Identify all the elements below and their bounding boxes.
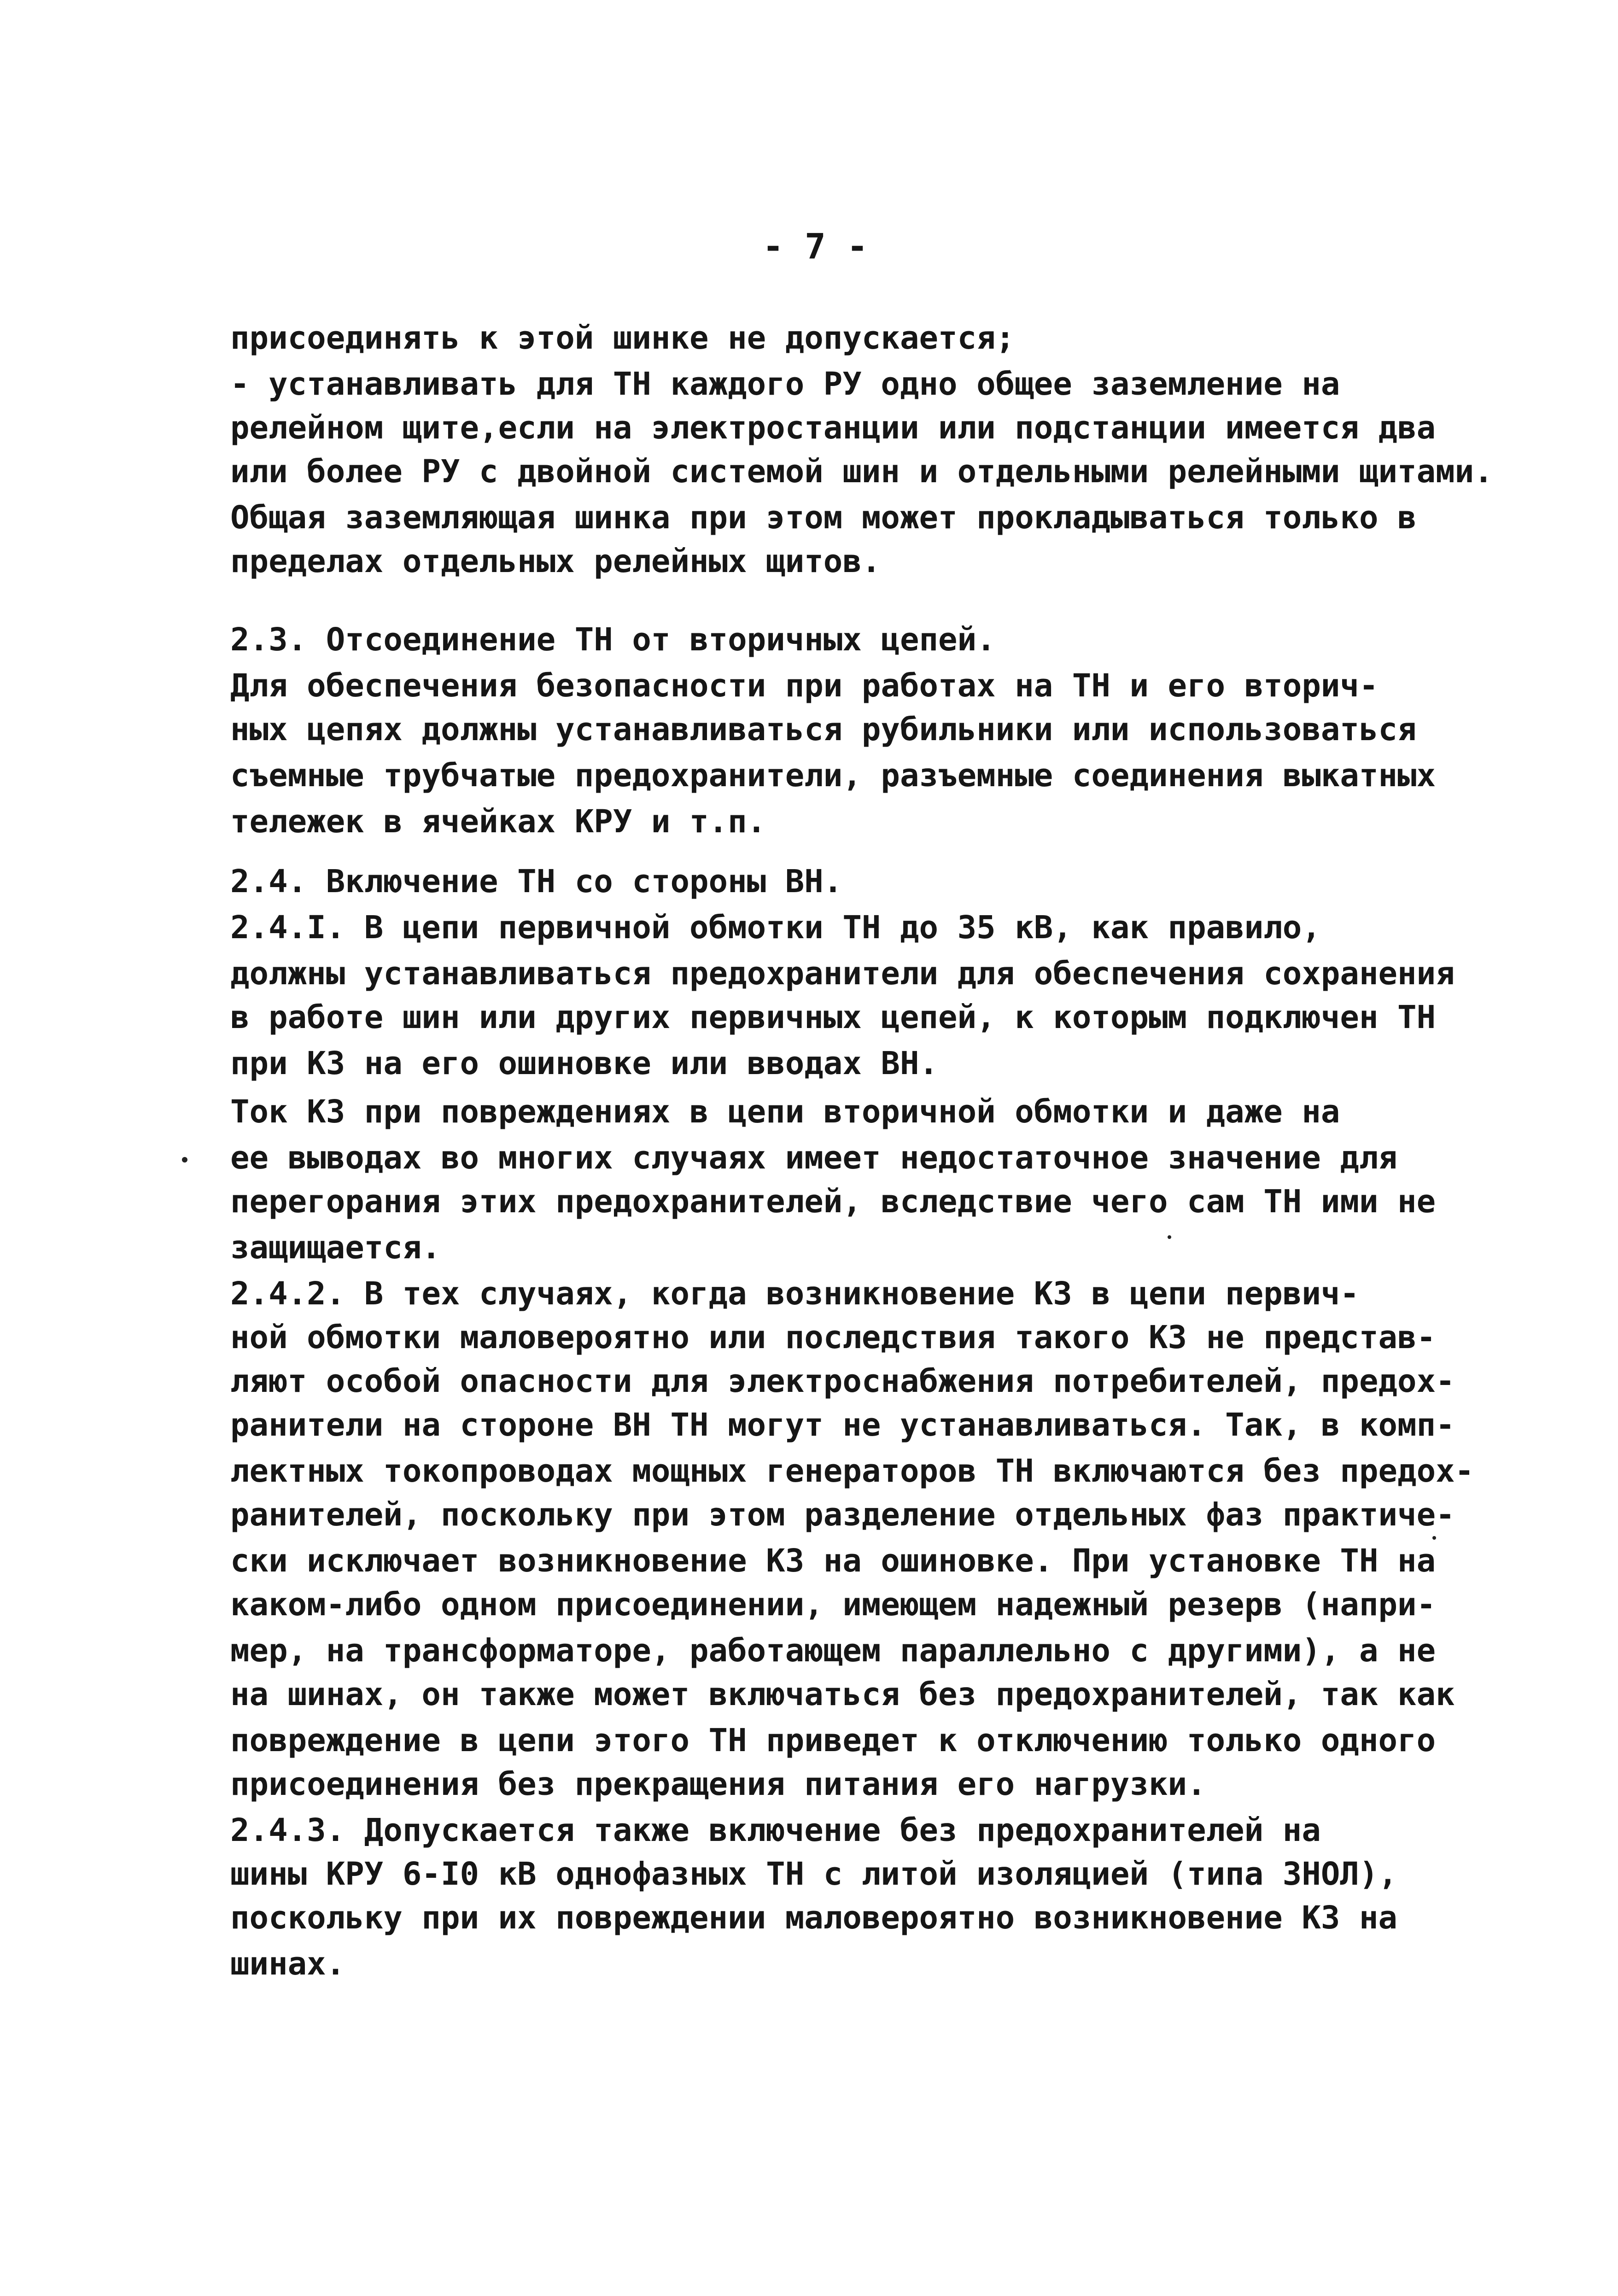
text-line: или более РУ с двойной системой шин и отдельными релейными щитами. — [230, 453, 1493, 490]
text-line: должны устанавливаться предохранители для обеспечения сохранения — [230, 955, 1455, 992]
text-line: каком-либо одном присоединении, имеющем надежный резерв (напри- — [230, 1586, 1436, 1623]
text-line: ляют особой опасности для электроснабжения потребителей, предох- — [230, 1363, 1455, 1400]
text-line: перегорания этих предохранителей, вследствие чего сам ТН ими не — [230, 1183, 1436, 1220]
section-heading: 2.3. Отсоединение ТН от вторичных цепей. — [230, 621, 996, 658]
text-line: пределах отдельных релейных щитов. — [230, 543, 881, 580]
scan-speck — [1432, 1536, 1436, 1540]
text-line: ски исключает возникновение КЗ на ошиновке. При установке ТН на — [230, 1542, 1436, 1579]
section-heading: 2.4. Включение ТН со стороны ВН. — [230, 863, 843, 900]
text-line: лектных токопроводах мощных генераторов ТН включаются без предох- — [230, 1453, 1474, 1490]
text-line: шинах. — [230, 1945, 345, 1982]
scan-speck — [1168, 1235, 1171, 1239]
text-line: ранители на стороне ВН ТН могут не устанавливаться. Так, в комп- — [230, 1407, 1455, 1443]
text-line: присоединения без прекращения питания его нагрузки. — [230, 1766, 1206, 1803]
text-line: ной обмотки маловероятно или последствия такого КЗ не представ- — [230, 1319, 1436, 1356]
text-line: ранителей, поскольку при этом разделение отдельных фаз практиче- — [230, 1496, 1455, 1533]
text-line: релейном щите,если на электростанции или подстанции имеется два — [230, 409, 1436, 446]
text-line: съемные трубчатые предохранители, разъемные соединения выкатных — [230, 757, 1436, 794]
text-line: на шинах, он также может включаться без предохранителей, так как — [230, 1676, 1455, 1713]
text-line: Для обеспечения безопасности при работах на ТН и его вторич- — [230, 667, 1379, 704]
text-line: повреждение в цепи этого ТН приведет к отключению только одного — [230, 1722, 1436, 1759]
text-line: 2.4.2. В тех случаях, когда возникновение КЗ в цепи первич- — [230, 1275, 1359, 1312]
text-line: ее выводах во многих случаях имеет недостаточное значение для — [230, 1139, 1398, 1176]
text-line: Общая заземляющая шинка при этом может прокладываться только в — [230, 499, 1417, 536]
text-line: Ток КЗ при повреждениях в цепи вторичной обмотки и даже на — [230, 1093, 1340, 1130]
text-line: поскольку при их повреждении маловероятно возникновение КЗ на — [230, 1899, 1398, 1936]
text-line: мер, на трансформаторе, работающем параллельно с другими), а не — [230, 1632, 1436, 1669]
scan-speck — [182, 1157, 187, 1163]
text-line: 2.4.3. Допускается также включение без предохранителей на — [230, 1812, 1321, 1849]
text-line: при КЗ на его ошиновке или вводах ВН. — [230, 1045, 939, 1082]
page-number: - 7 - — [762, 226, 868, 267]
text-line: - устанавливать для ТН каждого РУ одно общее заземление на — [230, 366, 1340, 403]
text-line: шины КРУ 6-I0 кВ однофазных ТН с литой изоляцией (типа ЗНОЛ), — [230, 1856, 1398, 1893]
text-line: защищается. — [230, 1229, 441, 1266]
text-line: ных цепях должны устанавливаться рубильники или использоваться — [230, 711, 1417, 748]
text-line: тележек в ячейках КРУ и т.п. — [230, 803, 766, 840]
text-line: в работе шин или других первичных цепей, к которым подключен ТН — [230, 999, 1436, 1036]
text-line: 2.4.I. В цепи первичной обмотки ТН до 35 кВ, как правило, — [230, 909, 1321, 946]
text-line: присоединять к этой шинке не допускается; — [230, 320, 1015, 356]
